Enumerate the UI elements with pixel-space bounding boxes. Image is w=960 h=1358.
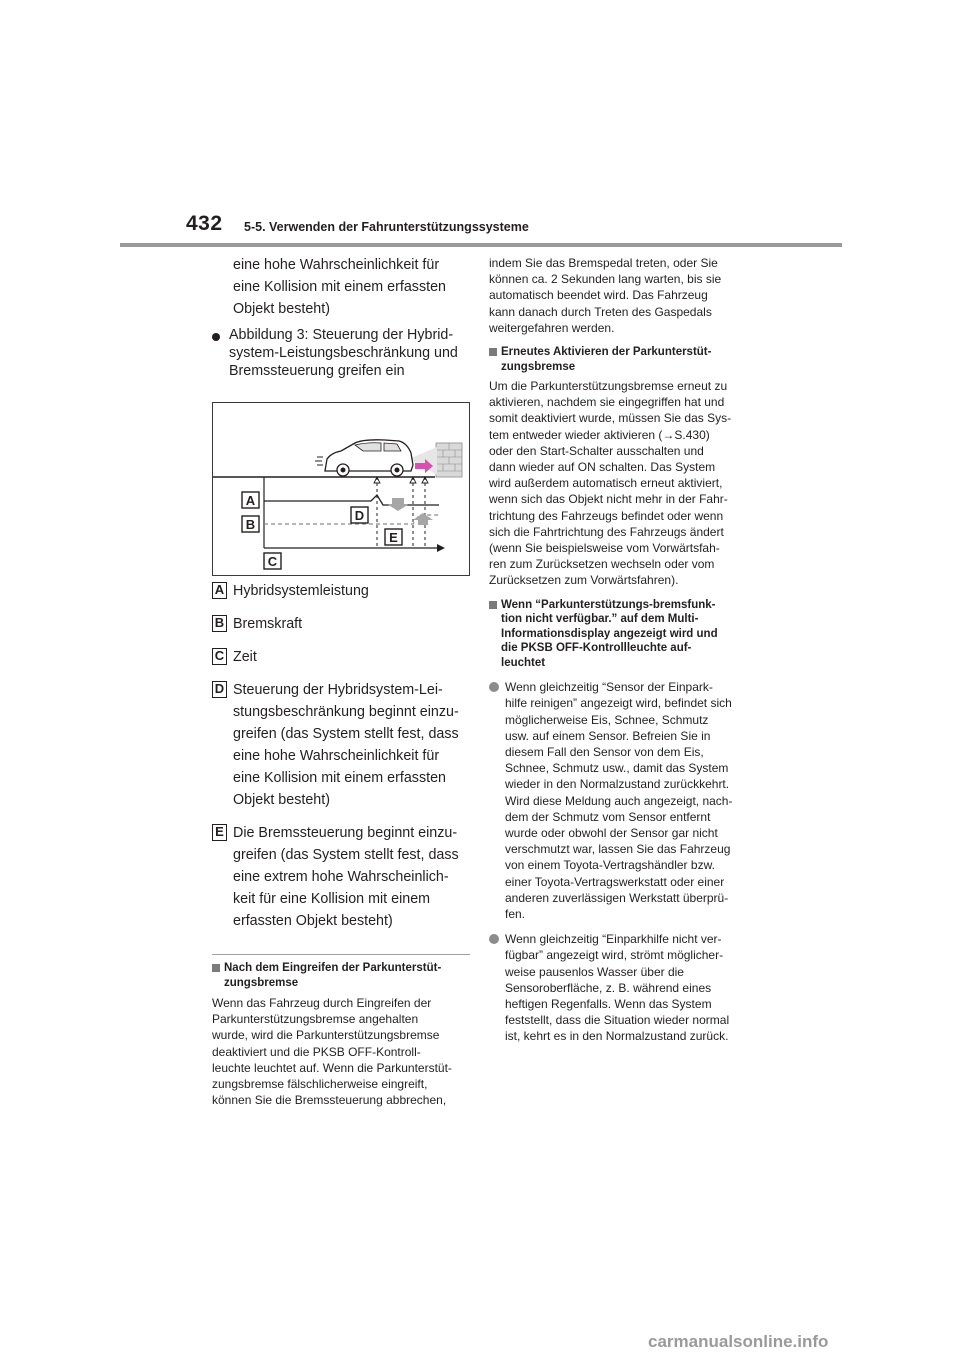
text-line: einer Toyota-Vertragswerkstatt oder einer: [505, 874, 725, 889]
timing-diagram: [213, 403, 471, 577]
label-e: E: [389, 530, 398, 545]
circle-bullet-item: [489, 931, 751, 1044]
right-column: [489, 255, 751, 1045]
text-line: Abbildung 3: Steuerung der Hybrid-: [229, 327, 454, 343]
circle-bullet-icon: [489, 682, 499, 692]
text-line: Nach dem Eingreifen der Parkunterstüt-: [224, 962, 442, 974]
text-line: weise pausenlos Wasser über die: [505, 964, 684, 979]
paragraph: [212, 995, 470, 1108]
text-line: möglicherweise Eis, Schnee, Schmutz: [505, 712, 709, 727]
circle-bullet-icon: [489, 934, 499, 944]
text-line: dem der Schmutz vom Sensor entfernt: [505, 809, 711, 824]
text-line: wird außerdem automatisch erneut aktiviert,: [489, 476, 723, 491]
text-line: stungsbeschränkung beginnt einzu-: [233, 704, 459, 720]
text-line: Bremskraft: [233, 616, 303, 632]
text-line: eine extrem hohe Wahrscheinlich-: [233, 869, 449, 885]
text-line: Zeit: [233, 649, 257, 665]
legend-key-a: A: [212, 582, 227, 599]
square-bullet-icon: [212, 964, 220, 972]
left-column: [212, 252, 470, 1108]
text-line: deaktiviert und die PKSB OFF-Kontroll-: [212, 1044, 421, 1059]
text-line: (wenn Sie beispielsweise vom Vorwärtsfah-: [489, 541, 720, 556]
text-line: keit für eine Kollision mit einem: [233, 891, 431, 907]
text-line: ren zum Zurücksetzen wechseln oder vom: [489, 557, 715, 572]
paragraph: [489, 378, 751, 589]
circle-bullet-item: [489, 679, 751, 922]
text-line: somit deaktiviert wurde, müssen Sie das Sys-: [489, 411, 732, 426]
text-line: eine Kollision mit einem erfassten: [233, 279, 446, 295]
text-line: Bremssteuerung greifen ein: [229, 363, 405, 379]
text-line: oder den Start-Schalter ausschalten und: [489, 443, 704, 458]
subheading-reactivate: [489, 345, 751, 374]
label-b: B: [245, 517, 256, 532]
car-icon: [315, 440, 413, 476]
text-line: automatisch beendet wird. Das Fahrzeug: [489, 288, 708, 303]
text-line: sich die Fahrtrichtung des Fahrzeugs ändert: [489, 524, 724, 539]
text-line: Zurücksetzen zum Vorwärtsfahren).: [489, 573, 679, 588]
text-line: können Sie die Bremssteuerung abbrechen,: [212, 1093, 447, 1108]
watermark: carmanualsonline.info: [648, 1332, 829, 1351]
sensor-beam: [409, 447, 437, 475]
text-line: Wenn gleichzeitig “Sensor der Einpark-: [505, 680, 713, 695]
square-bullet-icon: [489, 348, 497, 356]
x-axis-arrowhead: [437, 544, 445, 552]
text-line: hilfe reinigen” angezeigt wird, befindet sich: [505, 696, 732, 711]
text-line: Objekt besteht): [233, 301, 330, 317]
paragraph: [489, 255, 751, 336]
text-line: Wenn gleichzeitig “Einparkhilfe nicht ver-: [505, 932, 722, 947]
text-line: leuchtet: [501, 656, 546, 669]
text-line: die PKSB OFF-Kontrollleuchte auf-: [501, 642, 692, 655]
legend-item-d: [212, 679, 470, 811]
label-b-box: [242, 516, 259, 532]
text-line: Sensoroberfläche, z. B. während eines: [505, 980, 712, 995]
text-line: trichtung des Fahrzeugs befindet oder wenn: [489, 508, 724, 523]
label-a: A: [245, 493, 256, 508]
section-divider: [212, 954, 470, 955]
text-line: Parkunterstützungsbremse angehalten: [212, 1012, 419, 1027]
text-line: usw. auf einem Sensor. Befreien Sie in: [505, 728, 711, 743]
text-line: eine hohe Wahrscheinlichkeit für: [233, 257, 440, 273]
text-line: fen.: [505, 907, 526, 921]
label-c-box: [264, 553, 281, 569]
brick-wall-icon: [436, 443, 462, 477]
text-line: von einem Toyota-Vertragshändler bzw.: [505, 858, 715, 873]
text-line: indem Sie das Bremspedal treten, oder Sie: [489, 256, 718, 270]
text-line: dann wieder auf ON schalten. Das System: [489, 460, 716, 475]
legend-item-e: [212, 822, 470, 932]
legend-key-d: D: [212, 681, 227, 698]
text-line: weitergefahren werden.: [489, 320, 615, 335]
text-line: aktivieren, nachdem sie eingegriffen hat und: [489, 395, 725, 410]
text-line: verschmutzt war, lassen Sie das Fahrzeug: [505, 842, 731, 857]
text-line: tem entweder wieder aktivieren (→S.430): [489, 427, 710, 442]
legend-item-c: [212, 646, 470, 668]
text-line: leuchte leuchtet auf. Wenn die Parkunterstüt-: [212, 1060, 452, 1075]
text-line: tion nicht verfügbar.” auf dem Multi-: [501, 613, 699, 626]
label-e-box: [385, 529, 402, 545]
legend-key-b: B: [212, 615, 227, 632]
figure-legend: [212, 580, 470, 932]
text-line: Objekt besteht): [233, 792, 330, 808]
page-number: 432: [186, 212, 223, 235]
text-line: wurde, wird die Parkunterstützungsbremse: [212, 1028, 440, 1043]
text-line: system-Leistungsbeschränkung und: [229, 345, 458, 361]
text-line: greifen (das System stellt fest, dass: [233, 847, 459, 863]
label-c: C: [267, 554, 278, 569]
text-line: Um die Parkunterstützungsbremse erneut zu: [489, 379, 728, 394]
text-line: kann danach durch Treten des Gaspedals: [489, 304, 712, 319]
text-line: eine hohe Wahrscheinlichkeit für: [233, 748, 440, 764]
text-line: Wenn das Fahrzeug durch Eingreifen der: [212, 996, 432, 1010]
text-line: Informationsdisplay angezeigt wird und: [501, 627, 718, 640]
legend-item-b: [212, 613, 470, 635]
text-line: zungsbremse: [224, 976, 299, 989]
text-line: Schnee, Schmutz usw., damit das System: [505, 761, 729, 776]
text-line: fügbar” angezeigt wird, strömt möglicher-: [505, 948, 724, 963]
text-line: Wird diese Meldung auch angezeigt, nach-: [505, 793, 733, 808]
subheading-unavailable: [489, 598, 751, 671]
legend-item-a: [212, 580, 470, 602]
text-line: können ca. 2 Sekunden lang warten, bis sie: [489, 272, 722, 287]
subheading-after-braking: [212, 961, 470, 990]
header-rule: [120, 243, 842, 247]
text-line: Steuerung der Hybridsystem-Lei-: [233, 682, 443, 698]
text-line: wenn sich das Objekt nicht mehr in der Fahr-: [489, 492, 728, 507]
text-line: Die Bremssteuerung beginnt einzu-: [233, 825, 458, 841]
label-d-box: [351, 507, 368, 523]
text-line: zungsbremse: [501, 360, 576, 373]
intro-text: [212, 252, 470, 320]
square-bullet-icon: [489, 601, 497, 609]
text-line: wieder in den Normalzustand zurückkehrt.: [505, 777, 730, 792]
text-line: anderen zuverlässigen Werkstatt überprü-: [505, 890, 729, 905]
label-a-box: [242, 492, 259, 508]
text-line: Wenn “Parkunterstützungs-bremsfunk-: [501, 598, 716, 611]
braking-control-figure: [212, 402, 470, 576]
text-line: erfassten Objekt besteht): [233, 913, 393, 929]
text-line: diesem Fall den Sensor von dem Eis,: [505, 744, 704, 759]
bullet-dot-icon: [212, 333, 220, 341]
text-line: feststellt, dass die Situation wieder normal: [505, 1013, 730, 1028]
text-line: eine Kollision mit einem erfassten: [233, 770, 446, 786]
text-line: Erneutes Aktivieren der Parkunterstüt-: [501, 346, 712, 359]
text-line: Hybridsystemleistung: [233, 583, 369, 599]
legend-key-c: C: [212, 648, 227, 665]
label-d: D: [354, 508, 365, 523]
text-line: greifen (das System stellt fest, dass: [233, 726, 459, 742]
legend-key-e: E: [212, 824, 227, 841]
text-line: heftigen Regenfalls. Wenn das System: [505, 997, 712, 1012]
bullet-item: [212, 326, 470, 380]
text-line: zungsbremse fälschlicherweise eingreift,: [212, 1077, 428, 1092]
text-line: ist, kehrt es in den Normalzustand zurück.: [505, 1029, 729, 1044]
section-title: 5-5. Verwenden der Fahrunterstützungssysteme: [244, 220, 529, 234]
text-line: wurde oder obwohl der Sensor gar nicht: [505, 825, 718, 840]
arrow-down-icon: [387, 498, 409, 511]
